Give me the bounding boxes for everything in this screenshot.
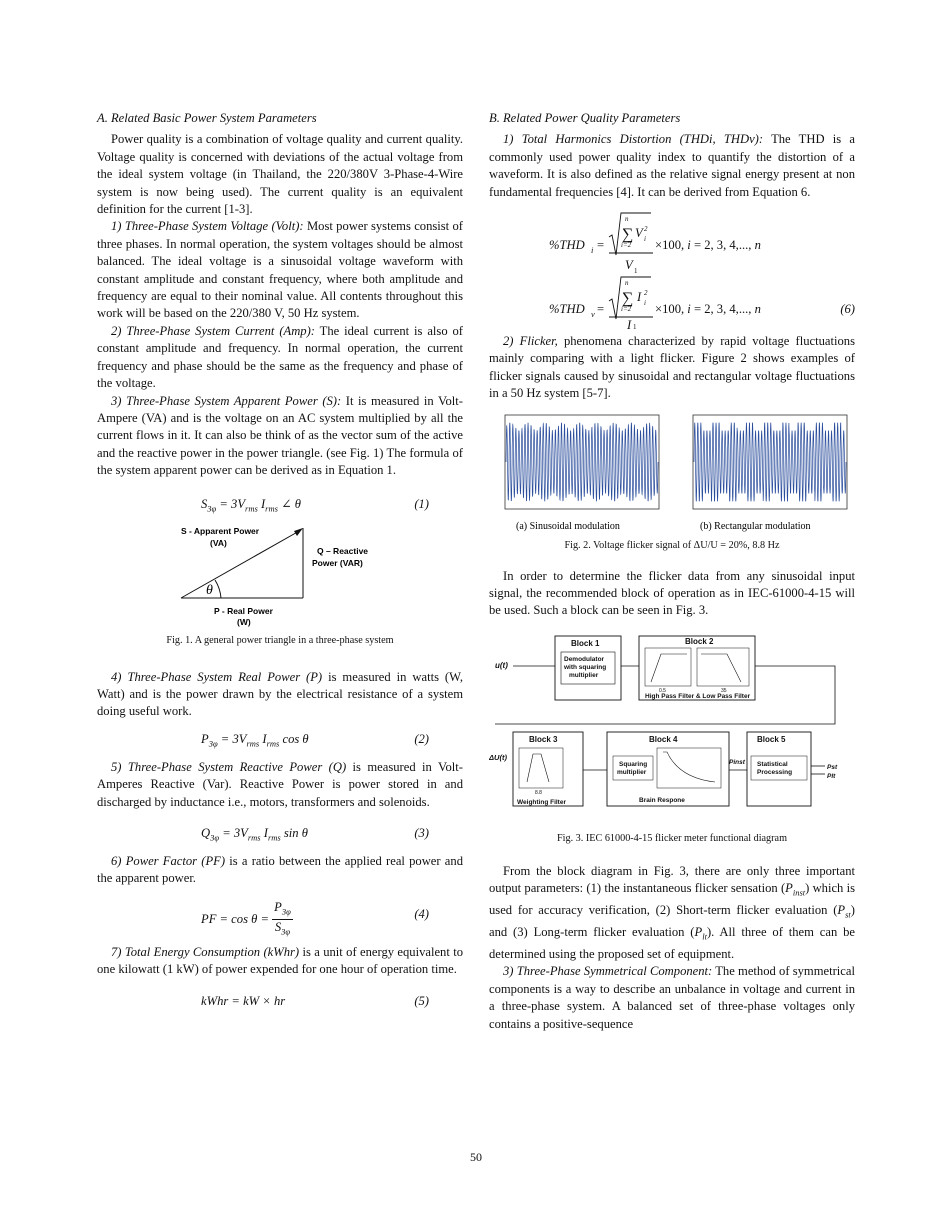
energy-paragraph: 7) Total Energy Consumption (kWhr) is a unit of energy equivalent to one kilowatt (1 kW) of power expended for one hour of operation time. bbox=[97, 944, 464, 977]
plt-term: $P_{lt}$ bbox=[694, 925, 707, 942]
real-power-paragraph: 4) Three-Phase System Real Power (P) is measured in watts (W, Watt) and is the power drawn by the electrical resistance of a system doing useful work. bbox=[97, 669, 463, 719]
block5-line2: Processing bbox=[757, 768, 793, 776]
flicker-paragraph: 2) Flicker, phenomena characterized by rapid voltage fluctuations mainly comparing with a light flicker. Figure 2 shows examples of flicker signals caused by sinusoidal and rectangular voltage fluctuations in a 50 Hz system [5-7]. bbox=[489, 334, 855, 401]
thd-v-i: I bbox=[637, 290, 642, 305]
plot-a-caption: (a) Sinusoidal modulation bbox=[516, 520, 620, 532]
reactive-power-label: Q – Reactive bbox=[317, 545, 369, 556]
equation-1 bbox=[97, 496, 463, 518]
block5-title: Block 5 bbox=[757, 734, 786, 744]
equation-2-number: (2) bbox=[414, 731, 429, 746]
left-column bbox=[97, 110, 463, 1021]
voltage-paragraph: 1) Three-Phase System Voltage (Volt): Most power systems consist of three phases. In normal operation, the system voltages should be almost balanced. The ideal voltage is a sinusoidal voltage waveform with constant amplitude and constant frequency, where both amplitude and frequency are equal to their nominal value. All contents throughout this work will be based on the 220/380 V, 50 Hz system. bbox=[97, 219, 464, 321]
apparent-power-unit: (VA) bbox=[210, 537, 227, 548]
equation-4-number: (4) bbox=[414, 906, 429, 921]
delta-label: ΔU(t) bbox=[489, 752, 507, 762]
block3-hz: 8.8 bbox=[535, 789, 542, 796]
section-a-heading: A. Related Basic Power System Parameters bbox=[97, 111, 317, 125]
equation-2-body: $P_{3\varphi} = 3V_{rms}$ $I_{rms}$ cos θ bbox=[201, 731, 309, 749]
equation-6-graphic bbox=[489, 209, 855, 329]
reactive-power-unit: Power (VAR) bbox=[312, 557, 363, 568]
plot-b-waveform bbox=[694, 423, 846, 501]
thd-v-i-sub: i bbox=[644, 299, 646, 308]
block2-title: Block 2 bbox=[685, 636, 714, 646]
block1-title: Block 1 bbox=[571, 638, 600, 648]
power-factor-paragraph: 6) Power Factor (PF) is a ratio between the applied real power and the apparent power. bbox=[97, 853, 463, 886]
thd-v-i2: i=2 bbox=[621, 305, 632, 314]
plot-b-caption: (b) Rectangular modulation bbox=[700, 520, 811, 532]
equation-4-body: PF = cos θ = $\frac{P_{3\varphi}}{S_{3\varphi}}$ bbox=[201, 900, 293, 940]
pinst-label: Pinst bbox=[729, 758, 745, 766]
output-parameters-paragraph: From the block diagram in Fig. 3, there are only three important output parameters: (1) the instantaneous flicker sensation $(P_{inst})$ which is used for accuracy verification, (2) Short-term flicker evaluation $(P_{st})$ and (3) Long-term flicker evaluation $(P_{lt})$. All three of them can be determined using the proposed set of equipment. bbox=[489, 863, 855, 962]
fig3-caption: Fig. 3. IEC 61000-4-15 flicker meter functional diagram bbox=[556, 832, 787, 844]
section-b-heading: B. Related Power Quality Parameters bbox=[489, 111, 681, 125]
apparent-power-paragraph: 3) Three-Phase System Apparent Power (S): It is measured in Volt-Ampere (VA) and is the voltage on an AC system multiplied by all the current flows in it. It can also be think of as the vector sum of the active and the reactive power in the power triangle. (see Fig. 1) The formula of the system apparent power can be derived as in Equation 1. bbox=[97, 393, 463, 478]
thd-i-v-sub: i bbox=[644, 235, 646, 244]
real-power-label: P - Real Power bbox=[214, 605, 273, 616]
iec-paragraph: In order to determine the flicker data from any sinusoidal input signal, the recommended block of operation as in IEC-61000-4-15 will be used. Such a block can be seen in Fig. 3. bbox=[489, 568, 855, 618]
current-paragraph: 2) Three-Phase System Current (Amp): The ideal current is also of constant amplitude and frequency. In normal operation, the current frequency and phase should be the same as the frequency and phase of the voltage. bbox=[97, 323, 463, 391]
thd-i-sigma: ∑ bbox=[622, 226, 634, 244]
block5-line1: Statistical bbox=[757, 760, 788, 768]
equation-1-number: (1) bbox=[414, 496, 429, 511]
equation-6-number: (6) bbox=[840, 302, 855, 317]
equation-5-number: (5) bbox=[414, 993, 429, 1008]
thd-v-den-sub: 1 bbox=[633, 323, 637, 330]
thd-i-lhs: %THD bbox=[549, 238, 585, 253]
block3-title: Block 3 bbox=[529, 734, 558, 744]
equation-5 bbox=[97, 993, 463, 1015]
equation-3 bbox=[97, 825, 463, 847]
block1-line1: Demodulator bbox=[564, 655, 605, 663]
equation-4-fraction: $\frac{P_{3\varphi}}{S_{3\varphi}}$ bbox=[274, 899, 291, 937]
power-triangle-figure bbox=[97, 524, 463, 628]
thd-paragraph: 1) Total Harmonics Distortion (THDi, THDv): The THD is a commonly used power quality index to quantify the distortion of a waveform. It is also defined as the relative signal energy present at non fundamental frequencies [4]. It can be derived from Equation 6. bbox=[489, 132, 855, 199]
apparent-power-side bbox=[181, 530, 301, 598]
equation-3-number: (3) bbox=[414, 825, 429, 840]
thd-v-lhs-sub: v bbox=[591, 309, 595, 320]
reactive-power-paragraph: 5) Three-Phase System Reactive Power (Q) is measured in Volt-Amperes Reactive (Var). Reactive Power is power stored in and discharged by inductance i.e., motors, transformers and solenoids. bbox=[97, 759, 463, 809]
thd-v-n: n bbox=[625, 279, 629, 288]
theta-symbol: θ bbox=[206, 582, 213, 598]
block2-hz-a: 0.5 bbox=[659, 687, 666, 694]
right-column bbox=[489, 110, 855, 1033]
thd-v-den: I bbox=[627, 318, 632, 330]
thd-i-eq: = bbox=[597, 238, 605, 253]
pinst-term: $P_{inst}$ bbox=[785, 881, 806, 898]
block4-line2: multiplier bbox=[617, 768, 647, 776]
block1-line2: with squaring bbox=[564, 663, 607, 671]
apparent-power-label: S - Apparent Power bbox=[181, 525, 260, 536]
pst-label: Pst bbox=[827, 763, 838, 771]
thd-i-i2: i=2 bbox=[621, 241, 632, 250]
equation-2 bbox=[97, 731, 463, 753]
page-number: 50 bbox=[470, 1150, 482, 1164]
block4-line1: Squaring bbox=[619, 760, 648, 768]
theta-arc bbox=[215, 580, 221, 598]
thd-i-n: n bbox=[625, 215, 629, 224]
equation-1-body: $S_{3\varphi} = 3V_{rms}$ $I_{rms}$ ∠ θ bbox=[201, 496, 301, 514]
thd-i-v-exp: 2 bbox=[644, 225, 648, 234]
thd-v-rhs: ×100, i = 2, 3, 4,..., n bbox=[655, 302, 761, 317]
block2-subtitle: High Pass Filter & Low Pass Filter bbox=[645, 692, 751, 700]
block3-subtitle: Weighting Filter bbox=[517, 798, 566, 806]
thd-i-lhs-sub: i bbox=[591, 245, 594, 256]
real-power-unit: (W) bbox=[237, 616, 251, 627]
thd-i-den-sub: 1 bbox=[634, 267, 638, 276]
pst-term: $P_{st}$ bbox=[837, 903, 851, 920]
thd-i-den: V bbox=[625, 258, 633, 273]
block2-hz-b: 35 bbox=[721, 687, 727, 694]
thd-i-rhs: ×100, i = 2, 3, 4,..., n bbox=[655, 238, 761, 253]
equation-6 bbox=[489, 209, 855, 329]
block1-line3: multiplier bbox=[569, 671, 599, 679]
fig1-caption: Fig. 1. A general power triangle in a three-phase system bbox=[166, 634, 394, 646]
input-label: u(t) bbox=[495, 660, 508, 670]
thd-v-lhs: %THD bbox=[549, 302, 585, 317]
equation-3-body: $Q_{3\varphi} = 3V_{rms}$ $I_{rms}$ sin θ bbox=[201, 825, 308, 843]
flicker-meter-diagram bbox=[489, 632, 855, 828]
plt-label: Plt bbox=[827, 772, 836, 780]
thd-v-i-exp: 2 bbox=[644, 289, 648, 298]
fig2-caption: Fig. 2. Voltage flicker signal of ΔU/U = 20%, 8.8 Hz bbox=[564, 539, 780, 551]
block4-title: Block 4 bbox=[649, 734, 678, 744]
thd-v-eq: = bbox=[597, 302, 605, 317]
equation-4 bbox=[97, 900, 463, 938]
block4-subtitle: Brain Respone bbox=[639, 796, 685, 804]
thd-v-sigma: ∑ bbox=[622, 290, 634, 308]
intro-paragraph: Power quality is a combination of voltage quality and current quality. Voltage quality is concerned with deviations of the actual voltage from the ideal system voltage (in Thailand, the 220/380V 3-Phase-4-Wire system is now being used). The current quality is an equivalent definition for the current [1-3]. bbox=[97, 132, 463, 217]
thd-i-v: V bbox=[635, 226, 643, 241]
equation-5-body: kWhr = kW × hr bbox=[201, 993, 286, 1008]
symmetrical-component-paragraph: 3) Three-Phase Symmetrical Component: The method of symmetrical components is a way to describe an unbalance in voltage and current in a three-phase system. A balanced set of three-phase voltages only contains a positive-sequence bbox=[489, 964, 855, 1031]
apparent-power-arrowhead bbox=[294, 528, 303, 536]
plot-a-waveform bbox=[506, 423, 658, 501]
flicker-signals-figure bbox=[489, 413, 855, 533]
